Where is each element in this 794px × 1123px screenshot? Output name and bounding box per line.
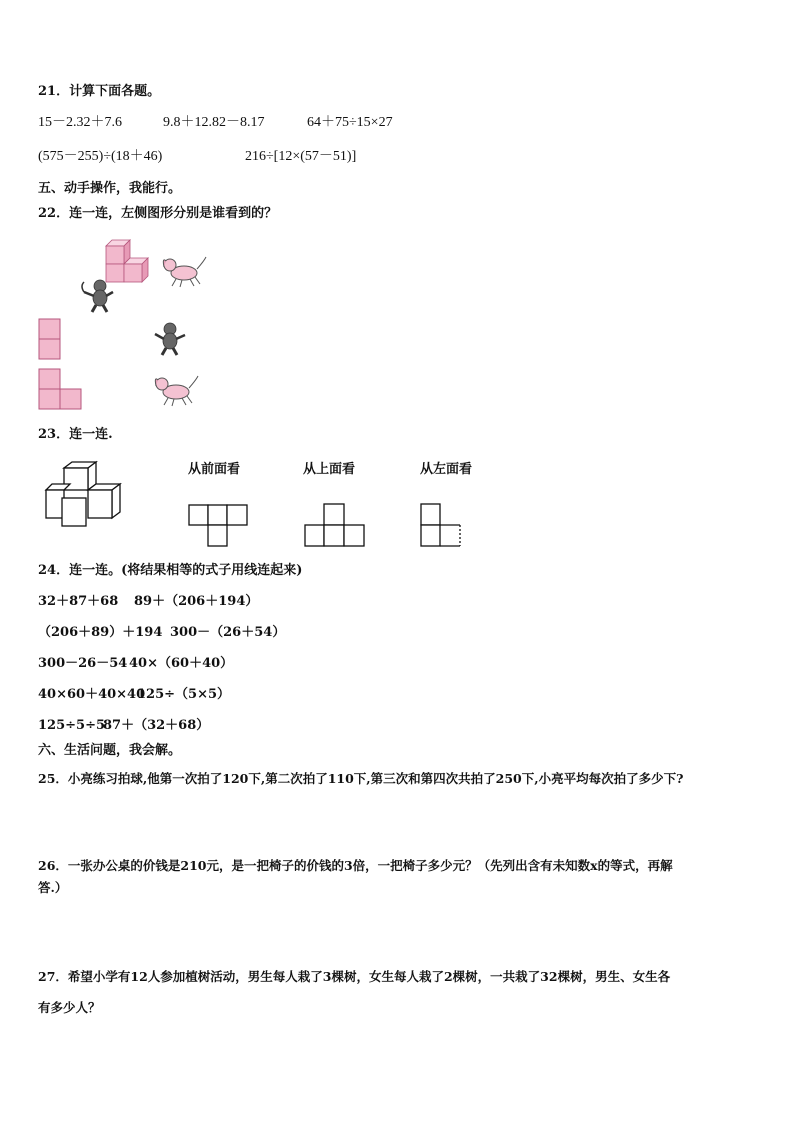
q24-right-1: 89＋（206＋194） [134, 594, 259, 609]
q23-view-top [304, 503, 366, 549]
q27-line-2: 有多少人？ [38, 1000, 101, 1015]
label-left-view: 从左面看 [420, 462, 473, 477]
q23-view-front [188, 504, 250, 548]
q24-right-4: 125÷（5×5） [137, 687, 231, 702]
q22-shape-vertical [38, 318, 62, 362]
monkey-icon [80, 278, 116, 314]
q25-text: 25．小亮练习拍球,他第一次拍了120下,第二次拍了110下,第三次和第四次共拍了250下,小亮平均每次拍了多少下? [38, 771, 684, 786]
q21-expr-4: (575－255)÷(18＋46) [38, 149, 163, 164]
q24-right-5: 87＋（32＋68） [103, 718, 210, 733]
q21-title: 21．计算下面各题。 [38, 84, 161, 99]
q23-title: 23．连一连. [38, 427, 113, 442]
label-top-view: 从上面看 [303, 462, 356, 477]
label-front-view: 从前面看 [188, 462, 241, 477]
q21-expr-5: 216÷[12×(57－51)] [245, 149, 357, 164]
q27-line-1: 27．希望小学有12人参加植树活动，男生每人栽了3棵树，女生每人栽了2棵树，一共栽了32棵树，男生、女生各 [38, 969, 671, 984]
q21-expr-1: 15－2.32＋7.6 [38, 115, 122, 130]
section-6-heading: 六、生活问题，我会解。 [38, 743, 182, 758]
q24-left-5: 125÷5÷5 [38, 718, 106, 733]
monkey-icon [152, 322, 188, 356]
q26-line-2: 答.） [38, 880, 68, 895]
q22-shape-l [38, 368, 84, 412]
dog-icon [150, 374, 202, 410]
section-5-heading: 五、动手操作，我能行。 [38, 181, 182, 196]
q21-expr-3: 64＋75÷15×27 [307, 115, 393, 130]
q24-right-3: 40×（60＋40） [129, 656, 234, 671]
q23-solid [42, 458, 126, 528]
q26-line-1: 26．一张办公桌的价钱是210元，是一把椅子的价钱的3倍，一把椅子多少元？（先列出含有未知数x的等式，再解 [38, 858, 673, 873]
q23-view-left [420, 503, 464, 549]
q24-left-1: 32＋87＋68 [38, 594, 119, 609]
q24-left-4: 40×60＋40×40 [38, 687, 146, 702]
q24-title: 24．连一连。(将结果相等的式子用线连起来) [38, 563, 303, 578]
q24-right-2: 300－（26＋54） [170, 625, 286, 640]
dog-icon [158, 253, 210, 289]
q24-left-2: （206＋89）＋194 [38, 625, 163, 640]
q21-expr-2: 9.8＋12.82－8.17 [163, 115, 265, 130]
q22-title: 22．连一连，左侧图形分别是谁看到的？ [38, 206, 278, 221]
q24-left-3: 300－26－54 [38, 656, 128, 671]
